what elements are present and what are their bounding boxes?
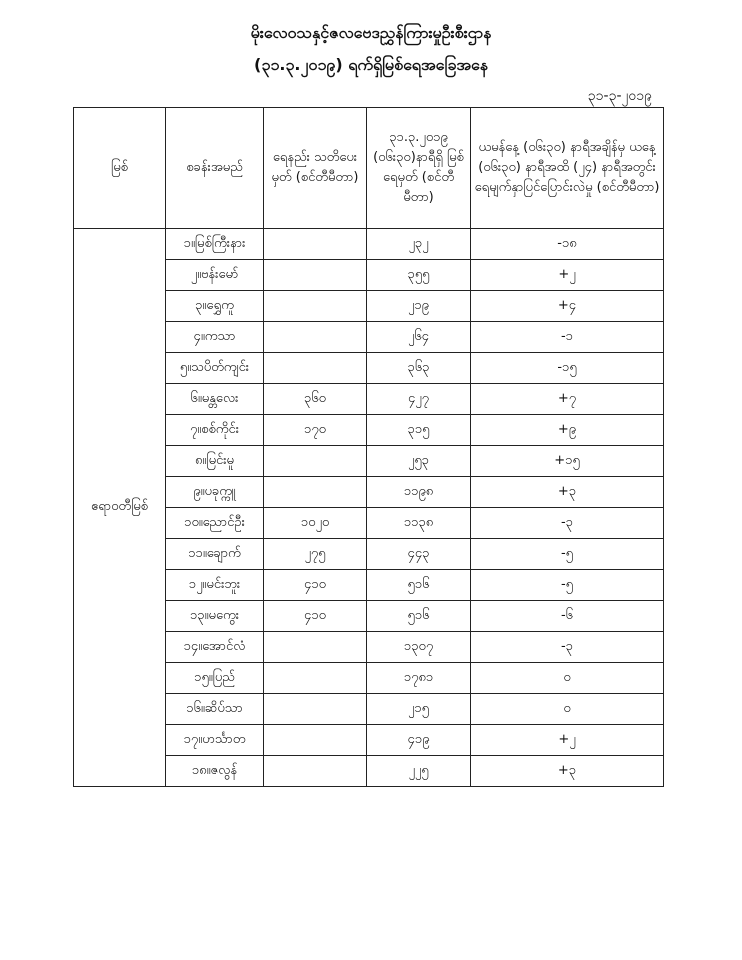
water-level-cell: ၁၃၀၇ bbox=[367, 632, 471, 663]
water-level-cell: ၃၅၅ bbox=[367, 260, 471, 291]
level-change-cell: -၁၅ bbox=[471, 353, 664, 384]
level-change-cell: -၃ bbox=[471, 632, 664, 663]
warning-level-cell bbox=[264, 353, 367, 384]
water-level-cell: ၄၁၉ bbox=[367, 725, 471, 756]
station-cell: ၁၂။မင်းဘူး bbox=[166, 570, 264, 601]
table-header-row bbox=[74, 108, 664, 229]
station-cell: ၄။ကသာ bbox=[166, 322, 264, 353]
water-level-cell: ၄၄၃ bbox=[367, 539, 471, 570]
level-change-cell: -၅ bbox=[471, 539, 664, 570]
station-cell: ၆။မန္တလေး bbox=[166, 384, 264, 415]
station-cell: ၁၆။ဆိပ်သာ bbox=[166, 694, 264, 725]
level-change-cell: ၀ bbox=[471, 663, 664, 694]
warning-level-cell bbox=[264, 694, 367, 725]
warning-level-cell bbox=[264, 725, 367, 756]
water-level-cell: ၁၁၃၈ bbox=[367, 508, 471, 539]
station-cell: ၁။မြစ်ကြီးနား bbox=[166, 229, 264, 260]
warning-level-cell: ၃၆၀ bbox=[264, 384, 367, 415]
station-cell: ၁၃။မကွေး bbox=[166, 601, 264, 632]
level-change-cell: +၃ bbox=[471, 477, 664, 508]
warning-level-cell bbox=[264, 756, 367, 787]
level-change-cell: -၁၈ bbox=[471, 229, 664, 260]
water-level-cell: ၅၁၆ bbox=[367, 570, 471, 601]
header-water-level: ၃၁.၃.၂၀၁၉ (၀၆း၃၀)နာရီရှိ မြစ်ရေမှတ် (စင်တီမီတာ) bbox=[367, 108, 471, 229]
warning-level-cell bbox=[264, 663, 367, 694]
header-warning-level: ရေနည်း သတိပေးမှတ် (စင်တီမီတာ) bbox=[264, 108, 367, 229]
level-change-cell: +၃ bbox=[471, 756, 664, 787]
warning-level-cell bbox=[264, 291, 367, 322]
warning-level-cell: ၂၇၅ bbox=[264, 539, 367, 570]
station-cell: ၁၅။ပြည် bbox=[166, 663, 264, 694]
water-level-cell: ၂၅၃ bbox=[367, 446, 471, 477]
warning-level-cell: ၄၁၀ bbox=[264, 570, 367, 601]
water-level-cell: ၂၁၉ bbox=[367, 291, 471, 322]
warning-level-cell bbox=[264, 446, 367, 477]
warning-level-cell bbox=[264, 229, 367, 260]
warning-level-cell bbox=[264, 477, 367, 508]
station-cell: ၁၄။အောင်လံ bbox=[166, 632, 264, 663]
station-cell: ၈။မြင်းမူ bbox=[166, 446, 264, 477]
level-change-cell: +၂ bbox=[471, 260, 664, 291]
level-change-cell: -၁ bbox=[471, 322, 664, 353]
station-cell: ၁၇။ဟင်္သာတ bbox=[166, 725, 264, 756]
level-change-cell: +၄ bbox=[471, 291, 664, 322]
station-cell: ၇။စစ်ကိုင်း bbox=[166, 415, 264, 446]
warning-level-cell bbox=[264, 632, 367, 663]
water-level-cell: ၁၁၉၈ bbox=[367, 477, 471, 508]
river-level-table bbox=[73, 107, 664, 787]
water-level-cell: ၅၁၆ bbox=[367, 601, 471, 632]
header-station: စခန်းအမည် bbox=[166, 108, 264, 229]
level-change-cell: +၁၅ bbox=[471, 446, 664, 477]
river-name-cell: ဧရာဝတီမြစ် bbox=[74, 229, 166, 787]
report-date: ၃၁-၃-၂၀၁၉ bbox=[587, 88, 652, 104]
water-level-cell: ၂၃၂ bbox=[367, 229, 471, 260]
level-change-cell: +၂ bbox=[471, 725, 664, 756]
station-cell: ၉။ပခုက္ကူ bbox=[166, 477, 264, 508]
warning-level-cell: ၁၇၀ bbox=[264, 415, 367, 446]
water-level-cell: ၂၂၅ bbox=[367, 756, 471, 787]
water-level-cell: ၃၁၅ bbox=[367, 415, 471, 446]
header-24h-change: ယမန်နေ့ (၀၆း၃၀) နာရီအချိန်မှ ယနေ့ (၀၆း၃၀) နာရီအထိ (၂၄) နာရီအတွင်း ရေမျက်နှာပြင်ပြောင်းလဲမှု (စင်တီမီတာ) bbox=[471, 108, 664, 229]
warning-level-cell: ၁၀၂၀ bbox=[264, 508, 367, 539]
level-change-cell: ၀ bbox=[471, 694, 664, 725]
water-level-cell: ၂၁၅ bbox=[367, 694, 471, 725]
document-subtitle: (၃၁.၃.၂၀၁၉) ရက်ရှိမြစ်ရေအခြေအနေ bbox=[254, 55, 488, 74]
table-row bbox=[74, 229, 664, 260]
level-change-cell: +၇ bbox=[471, 384, 664, 415]
station-cell: ၁၀။ညောင်ဦး bbox=[166, 508, 264, 539]
station-cell: ၁၁။ချောက် bbox=[166, 539, 264, 570]
water-level-cell: ၁၇၈၁ bbox=[367, 663, 471, 694]
water-level-cell: ၄၂၇ bbox=[367, 384, 471, 415]
station-cell: ၁၈။ဇလွန် bbox=[166, 756, 264, 787]
station-cell: ၂။ဗန်းမော် bbox=[166, 260, 264, 291]
station-cell: ၃။ရွှေကူ bbox=[166, 291, 264, 322]
station-cell: ၅။သပိတ်ကျင်း bbox=[166, 353, 264, 384]
level-change-cell: +၉ bbox=[471, 415, 664, 446]
header-river: မြစ် bbox=[74, 108, 166, 229]
level-change-cell: -၃ bbox=[471, 508, 664, 539]
warning-level-cell bbox=[264, 260, 367, 291]
water-level-cell: ၃၆၃ bbox=[367, 353, 471, 384]
level-change-cell: -၆ bbox=[471, 601, 664, 632]
warning-level-cell bbox=[264, 322, 367, 353]
water-level-cell: ၂၆၄ bbox=[367, 322, 471, 353]
warning-level-cell: ၄၁၀ bbox=[264, 601, 367, 632]
document-title: မိုးလေဝသနှင့်ဇလဗေဒညွှန်ကြားမှုဦးစီးဌာန bbox=[250, 23, 492, 42]
level-change-cell: -၅ bbox=[471, 570, 664, 601]
